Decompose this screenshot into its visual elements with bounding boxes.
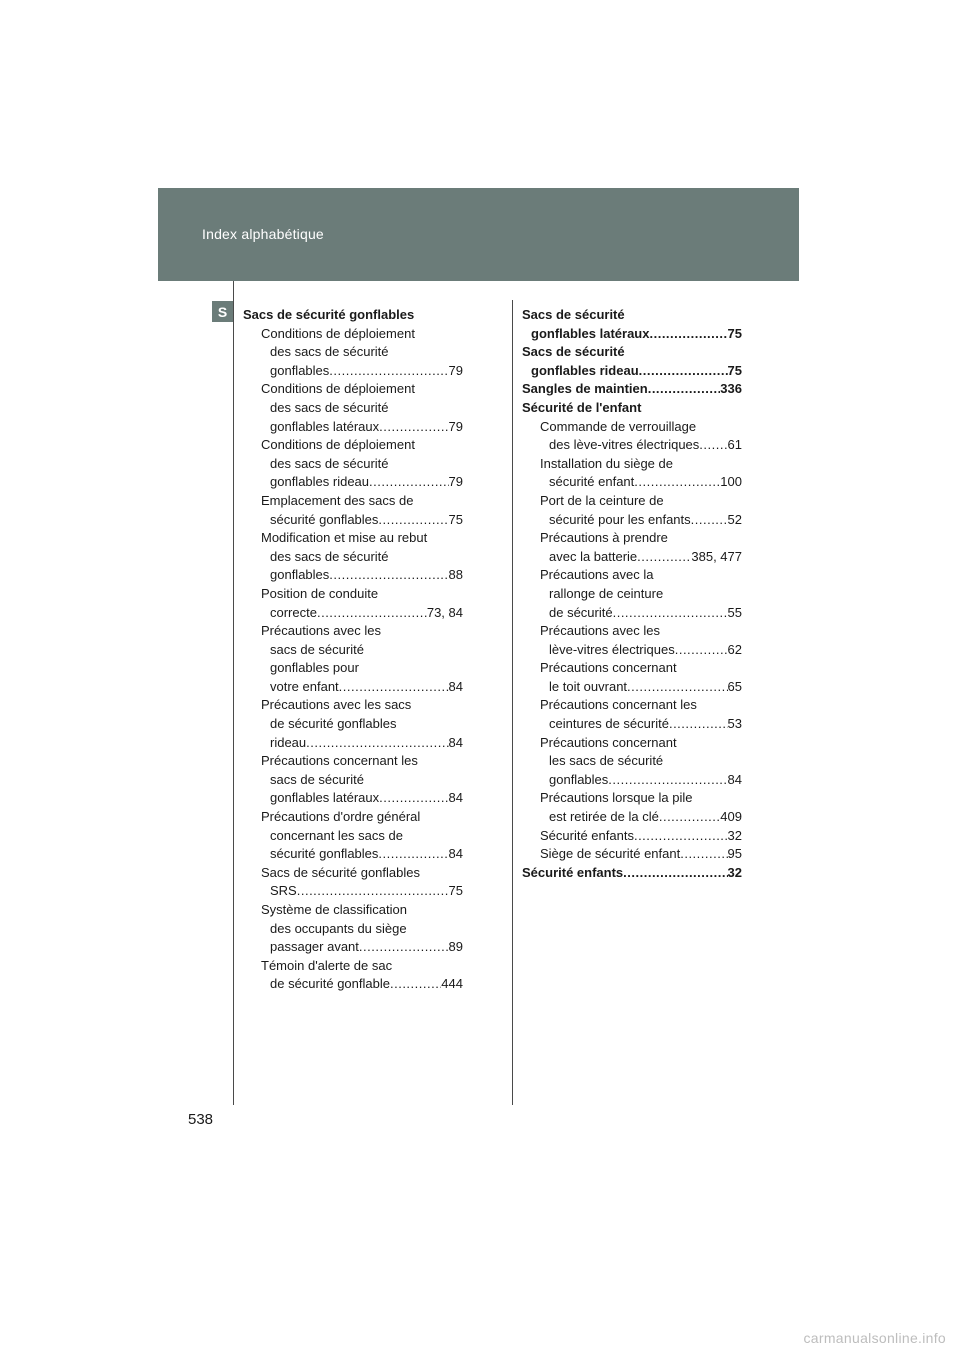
index-entry-text: Précautions concernant <box>540 660 677 676</box>
index-entry-text: Précautions d'ordre général <box>261 809 421 825</box>
index-entry <box>522 418 742 437</box>
dot-leader <box>359 938 449 957</box>
index-entry-text: sécurité pour les enfants <box>549 511 691 527</box>
index-entry <box>243 975 463 994</box>
index-entry-page: 62 <box>727 641 742 657</box>
index-entry <box>243 827 463 846</box>
index-entry <box>243 808 463 827</box>
dot-leader <box>659 808 720 827</box>
index-entry <box>522 752 742 771</box>
index-entry <box>522 436 742 455</box>
index-column-right <box>522 306 742 882</box>
index-entry-text: Installation du siège de <box>540 455 673 471</box>
index-entry <box>243 585 463 604</box>
index-entry-text: gonflables rideau <box>270 474 370 490</box>
index-entry-text: Précautions concernant <box>540 734 677 750</box>
index-entry-page: 89 <box>448 939 463 955</box>
index-entry-text: correcte <box>270 604 317 620</box>
index-entry <box>522 529 742 548</box>
dot-leader <box>378 845 448 864</box>
index-entry <box>522 473 742 492</box>
dot-leader <box>378 511 448 530</box>
index-entry-page: 65 <box>727 678 742 694</box>
index-entry-text: sécurité gonflables <box>270 511 379 527</box>
index-entry <box>522 380 742 399</box>
dot-leader <box>627 678 727 697</box>
index-entry-page: 100 <box>720 474 742 490</box>
index-entry <box>243 641 463 660</box>
index-entry-page: 75 <box>727 325 742 341</box>
index-entry <box>522 845 742 864</box>
index-entry <box>243 938 463 957</box>
dot-leader <box>680 845 727 864</box>
index-column-left <box>243 306 463 994</box>
index-entry-page: 444 <box>441 976 463 992</box>
dot-leader <box>637 548 691 567</box>
dot-leader <box>613 604 728 623</box>
index-entry <box>243 715 463 734</box>
index-entry <box>243 511 463 530</box>
index-entry-text: gonflables latéraux <box>531 325 650 341</box>
index-entry-page: 79 <box>448 474 463 490</box>
index-entry-text: Sécurité de l'enfant <box>522 399 642 415</box>
index-entry-text: de sécurité gonflables <box>270 716 397 732</box>
index-entry-page: 95 <box>727 846 742 862</box>
index-entry <box>243 529 463 548</box>
index-entry-page: 84 <box>448 678 463 694</box>
index-entry-text: Sacs de sécurité <box>522 307 625 322</box>
index-entry <box>243 343 463 362</box>
page-header <box>158 188 799 281</box>
index-entry <box>243 325 463 344</box>
index-entry-text: Précautions avec les <box>540 623 660 639</box>
dot-leader <box>390 975 441 994</box>
index-entry-text: le toit ouvrant <box>549 678 628 694</box>
index-entry <box>243 399 463 418</box>
dot-leader <box>648 380 721 399</box>
index-entry-text: est retirée de la clé <box>549 809 659 825</box>
index-entry-text: Précautions avec les <box>261 623 381 639</box>
header-title: Index alphabétique <box>202 226 324 242</box>
dot-leader <box>339 678 449 697</box>
index-entry-page: 84 <box>448 846 463 862</box>
index-entry-page: 55 <box>727 604 742 620</box>
index-entry <box>522 771 742 790</box>
dot-leader <box>297 882 449 901</box>
index-entry <box>522 864 742 883</box>
index-entry <box>243 455 463 474</box>
index-entry-text: avec la batterie <box>549 548 638 564</box>
index-entry-text: Conditions de déploiement <box>261 381 415 397</box>
index-entry <box>522 604 742 623</box>
index-entry <box>522 566 742 585</box>
index-entry-text: ceintures de sécurité <box>549 716 669 732</box>
index-entry-text: Modification et mise au rebut <box>261 530 428 546</box>
index-entry-text: Sangles de maintien <box>522 381 648 397</box>
index-entry-text: concernant les sacs de <box>270 827 403 843</box>
index-entry-text: gonflables rideau <box>531 362 639 378</box>
index-entry <box>522 678 742 697</box>
index-entry <box>522 455 742 474</box>
index-entry-text: passager avant <box>270 939 359 955</box>
index-entry-page: 73, 84 <box>426 604 463 620</box>
dot-leader <box>608 771 727 790</box>
index-entry-text: Siège de sécurité enfant <box>540 846 681 862</box>
index-entry-text: votre enfant <box>270 678 339 694</box>
index-entry-text: Conditions de déploiement <box>261 437 415 453</box>
index-entry <box>243 362 463 381</box>
index-entry-text: sacs de sécurité <box>270 641 364 657</box>
index-entry-text: rideau <box>270 734 307 750</box>
dot-leader <box>317 604 427 623</box>
index-entry-text: des sacs de sécurité <box>270 548 389 564</box>
index-entry-text: des sacs de sécurité <box>270 455 389 471</box>
index-entry <box>522 789 742 808</box>
page-number: 538 <box>188 1111 214 1128</box>
index-entry <box>522 622 742 641</box>
index-entry <box>243 418 463 437</box>
index-entry <box>522 511 742 530</box>
index-entry <box>243 957 463 976</box>
index-entry-page: 84 <box>448 734 463 750</box>
index-entry-page: 336 <box>720 381 742 397</box>
index-entry-page: 409 <box>720 809 742 825</box>
index-entry <box>522 734 742 753</box>
index-entry-page: 75 <box>448 883 463 899</box>
index-entry-text: sécurité enfant <box>549 474 635 490</box>
dot-leader <box>699 436 727 455</box>
index-entry-text: gonflables <box>270 567 330 583</box>
column-divider <box>512 300 513 1105</box>
index-entry <box>243 882 463 901</box>
dot-leader <box>649 325 727 344</box>
index-entry <box>522 827 742 846</box>
index-entry-page: 84 <box>448 790 463 806</box>
dot-leader <box>623 864 727 883</box>
index-entry-page: 52 <box>727 511 742 527</box>
index-entry <box>243 659 463 678</box>
dot-leader <box>379 418 448 437</box>
dot-leader <box>639 362 728 381</box>
dot-leader <box>675 641 728 660</box>
index-entry-text: Précautions lorsque la pile <box>540 790 693 806</box>
index-entry-page: 79 <box>448 418 463 434</box>
index-entry <box>522 306 742 325</box>
index-entry <box>243 436 463 455</box>
index-entry <box>522 492 742 511</box>
index-entry <box>243 548 463 567</box>
index-entry-text: des sacs de sécurité <box>270 344 389 360</box>
index-entry <box>243 473 463 492</box>
dot-leader <box>634 473 720 492</box>
index-entry-text: Emplacement des sacs de <box>261 492 414 508</box>
index-entry-page: 75 <box>727 362 742 378</box>
left-margin-rule <box>233 281 234 1105</box>
index-entry <box>522 641 742 660</box>
index-entry <box>522 399 742 418</box>
index-entry-page: 75 <box>448 511 463 527</box>
index-entry <box>243 920 463 939</box>
index-entry-page: 88 <box>448 567 463 583</box>
index-entry <box>522 715 742 734</box>
index-entry <box>243 789 463 808</box>
index-entry-text: SRS <box>270 883 297 899</box>
dot-leader <box>369 473 449 492</box>
dot-leader <box>379 789 448 808</box>
index-entry-text: Sacs de sécurité gonflables <box>243 307 415 322</box>
index-entry-text: les sacs de sécurité <box>549 753 664 769</box>
index-entry <box>522 659 742 678</box>
index-entry <box>243 380 463 399</box>
index-entry-text: Précautions avec les sacs <box>261 697 412 713</box>
index-entry <box>522 585 742 604</box>
index-entry <box>522 548 742 567</box>
index-entry-page: 385, 477 <box>691 548 742 564</box>
index-entry <box>522 343 742 362</box>
index-entry-page: 53 <box>727 716 742 732</box>
index-entry-text: Système de classification <box>261 902 407 917</box>
index-entry-text: Port de la ceinture de <box>540 492 664 508</box>
index-entry-text: Précautions avec la <box>540 567 654 583</box>
index-entry-text: Sécurité enfants <box>522 864 624 880</box>
index-entry-page: 32 <box>727 864 742 880</box>
index-entry-page: 61 <box>727 437 742 453</box>
index-entry <box>243 622 463 641</box>
index-entry-text: lève-vitres électriques <box>549 641 675 657</box>
index-entry <box>243 306 463 325</box>
index-entry-text: gonflables latéraux <box>270 790 380 806</box>
dot-leader <box>691 511 728 530</box>
index-entry <box>243 604 463 623</box>
index-entry-page: 84 <box>727 771 742 787</box>
index-entry-page: 79 <box>448 362 463 378</box>
index-entry <box>243 492 463 511</box>
index-entry <box>522 325 742 344</box>
index-entry <box>243 734 463 753</box>
section-letter-tab: S <box>212 301 233 322</box>
index-entry <box>522 696 742 715</box>
index-entry-text: Témoin d'alerte de sac <box>261 957 393 973</box>
index-entry-text: Sécurité enfants <box>540 827 634 843</box>
index-entry <box>243 845 463 864</box>
index-entry-text: Commande de verrouillage <box>540 418 697 434</box>
index-entry-text: Sacs de sécurité <box>522 344 625 360</box>
dot-leader <box>669 715 728 734</box>
watermark: carmanualsonline.info <box>803 1330 946 1346</box>
index-entry <box>243 901 463 920</box>
index-entry-text: sacs de sécurité <box>270 771 364 787</box>
index-entry-page: 32 <box>727 827 742 843</box>
index-entry <box>243 771 463 790</box>
index-entry <box>243 566 463 585</box>
index-entry-text: Sacs de sécurité gonflables <box>261 864 420 880</box>
index-entry-text: des occupants du siège <box>270 920 407 936</box>
index-entry-text: de sécurité <box>549 604 613 620</box>
index-entry-text: Conditions de déploiement <box>261 325 415 341</box>
dot-leader <box>634 827 728 846</box>
index-entry <box>522 808 742 827</box>
index-entry-text: des sacs de sécurité <box>270 399 389 415</box>
index-entry-text: sécurité gonflables <box>270 846 379 862</box>
index-entry-text: rallonge de ceinture <box>549 585 664 601</box>
index-entry <box>522 362 742 381</box>
dot-leader <box>306 734 448 753</box>
index-entry-text: Précautions concernant les <box>261 753 418 769</box>
index-entry-text: gonflables <box>270 362 330 378</box>
index-entry <box>243 864 463 883</box>
index-entry-text: Précautions à prendre <box>540 530 668 546</box>
index-entry-text: gonflables <box>549 771 609 787</box>
index-entry-text: gonflables latéraux <box>270 418 380 434</box>
index-entry <box>243 696 463 715</box>
index-entry-text: Précautions concernant les <box>540 697 697 713</box>
index-entry-text: Position de conduite <box>261 585 379 601</box>
dot-leader <box>329 362 448 381</box>
dot-leader <box>329 566 448 585</box>
index-entry <box>243 678 463 697</box>
index-entry <box>243 752 463 771</box>
index-entry-text: de sécurité gonflable <box>270 976 390 992</box>
index-entry-text: des lève-vitres électriques <box>549 437 700 453</box>
index-entry-text: gonflables pour <box>270 660 359 676</box>
